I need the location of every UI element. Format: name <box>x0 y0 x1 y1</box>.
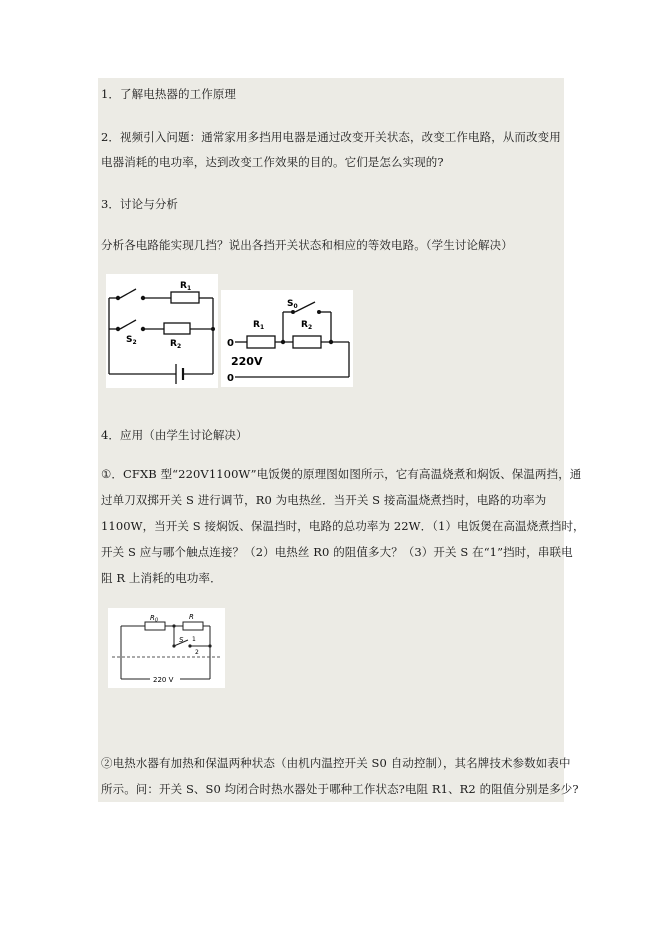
r2-label-2: R <box>301 320 308 330</box>
r2-label: R <box>170 339 177 349</box>
contact-1-label: 1 <box>192 636 196 643</box>
s0-label: S <box>287 299 294 309</box>
question-1-line-3: 1100W，当开关 S 接焖饭、保温挡时，电路的总功率为 22W．（1）电饭煲在高温烧煮挡时， <box>101 519 585 533</box>
r1-subscript: 1 <box>186 285 192 292</box>
r1-subscript-2: 1 <box>259 324 265 331</box>
r2-subscript: 2 <box>176 343 182 350</box>
item-2-line-1: 2．视频引入问题：通常家用多挡用电器是通过改变开关状态，改变工作电路，从而改变用 <box>101 130 561 144</box>
svg-text:S2 <box>126 335 137 346</box>
svg-text:R1 <box>180 281 191 292</box>
terminal-top: 0 <box>227 338 234 349</box>
question-1-line-2: 过单刀双掷开关 S 进行调节，R0 为电热丝．当开关 S 接高温烧煮挡时，电路的功率为 <box>101 493 547 507</box>
item-3-text: 3．讨论与分析 <box>101 197 179 211</box>
r2-subscript-2: 2 <box>307 324 313 331</box>
item-4-text: 4．应用（由学生讨论解决） <box>101 428 248 442</box>
svg-text:R2 <box>301 320 312 331</box>
analysis-text: 分析各电路能实现几挡？说出各挡开关状态和相应的等效电路。（学生讨论解决） <box>101 238 513 252</box>
circuit-figure-1 <box>106 274 218 388</box>
item-2-line-2: 电器消耗的电功率，达到改变工作效果的目的。它们是怎么实现的? <box>101 155 444 169</box>
question-2-line-1: ②电热水器有加热和保温两种状态（由机内温控开关 S0 自动控制），其名牌技术参数如表中 <box>101 756 571 770</box>
s2-subscript: 2 <box>132 339 137 346</box>
switch-s-label: S <box>179 636 184 644</box>
question-2-line-2: 所示。问：开关 S、S0 均闭合时热水器处于哪种工作状态?电阻 R1、R2 的阻值分别是多少? <box>101 782 579 796</box>
s0-subscript: 0 <box>293 303 298 310</box>
r1-label-2: R <box>253 320 260 330</box>
question-1-line-1: ①．CFXB 型“220V1100W”电饭煲的原理图如图所示，它有高温烧煮和焖饭、保温两挡，通 <box>101 467 582 481</box>
question-1-line-4: 开关 S 应与哪个触点连接？（2）电热丝 R0 的阻值多大？（3）开关 S 在“1”挡时，串联电 <box>101 545 573 559</box>
voltage-220-label: 220 V <box>153 676 174 684</box>
svg-text:S0 <box>287 299 298 310</box>
terminal-bottom: 0 <box>227 373 234 384</box>
r0-label: R <box>150 614 155 622</box>
svg-text:R2 <box>170 339 181 350</box>
r0-subscript: 0 <box>154 617 159 624</box>
circuit-figure-2 <box>221 290 353 387</box>
item-1-text: 1．了解电热器的工作原理 <box>101 87 237 101</box>
svg-text:R1 <box>253 320 264 331</box>
contact-2-label: 2 <box>195 649 199 656</box>
voltage-label: 220V <box>231 355 263 368</box>
circuit-figure-3 <box>108 608 225 688</box>
r-label: R <box>189 613 194 621</box>
s2-label: S <box>126 335 133 345</box>
r1-label: R <box>180 281 187 291</box>
question-1-line-5: 阻 R 上消耗的电功率． <box>101 571 222 585</box>
